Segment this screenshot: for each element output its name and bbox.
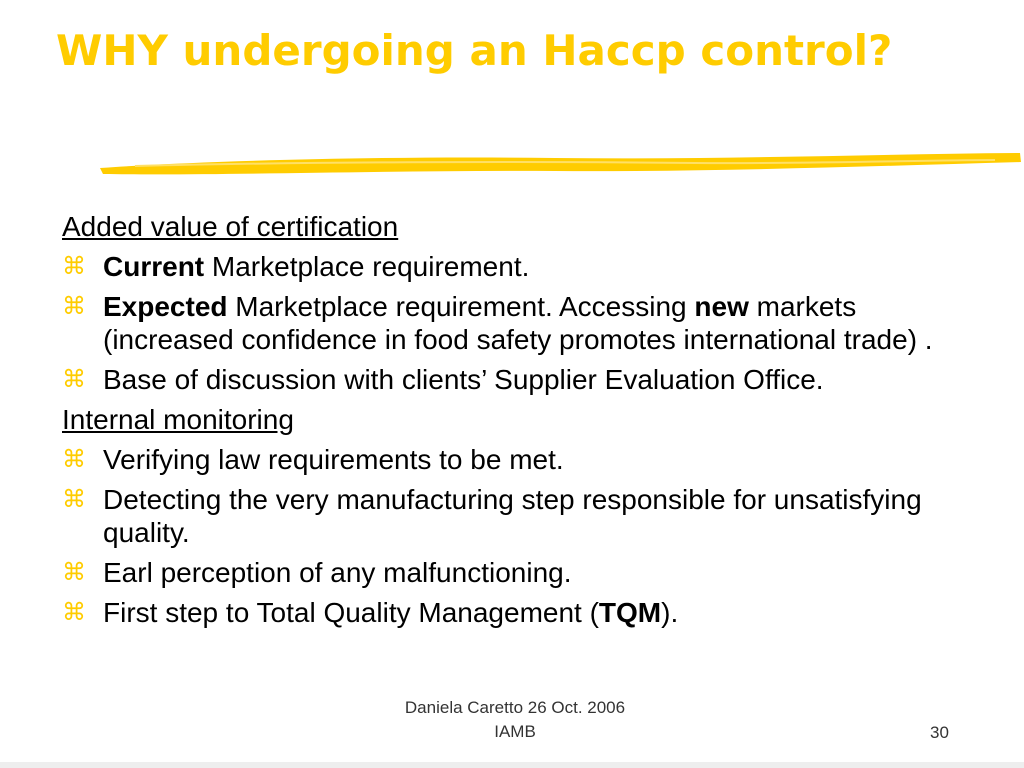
list-item: ⌘ First step to Total Quality Management (TQM). [62, 597, 679, 628]
command-key-icon: ⌘ [62, 365, 86, 393]
title-underline-brush [95, 150, 1024, 182]
bottom-edge [0, 762, 1024, 768]
section-heading-monitoring: Internal monitoring [62, 404, 294, 435]
page-number: 30 [930, 723, 949, 742]
command-key-icon: ⌘ [62, 445, 86, 473]
command-key-icon: ⌘ [62, 252, 86, 280]
list-item: ⌘ Earl perception of any malfunctioning. [62, 557, 572, 588]
command-key-icon: ⌘ [62, 558, 86, 586]
slide-body [62, 210, 962, 636]
list-item: ⌘ Expected Marketplace requirement. Accessing new markets (increased confidence in food safety promotes international trade) . [62, 291, 933, 355]
command-key-icon: ⌘ [62, 292, 86, 320]
command-key-icon: ⌘ [62, 598, 86, 626]
list-item: ⌘ Detecting the very manufacturing step responsible for unsatisfying quality. [62, 484, 922, 548]
list-item: ⌘ Base of discussion with clients’ Supplier Evaluation Office. [62, 364, 824, 395]
section-heading-certification: Added value of certification [62, 211, 399, 242]
command-key-icon: ⌘ [62, 485, 86, 513]
footer-author: Daniela Caretto 26 Oct. 2006 IAMB [404, 698, 626, 741]
list-item: ⌘ Current Marketplace requirement. [62, 251, 530, 282]
slide-title: WHY undergoing an Haccp control? [56, 26, 893, 75]
list-item: ⌘ Verifying law requirements to be met. [62, 444, 564, 475]
